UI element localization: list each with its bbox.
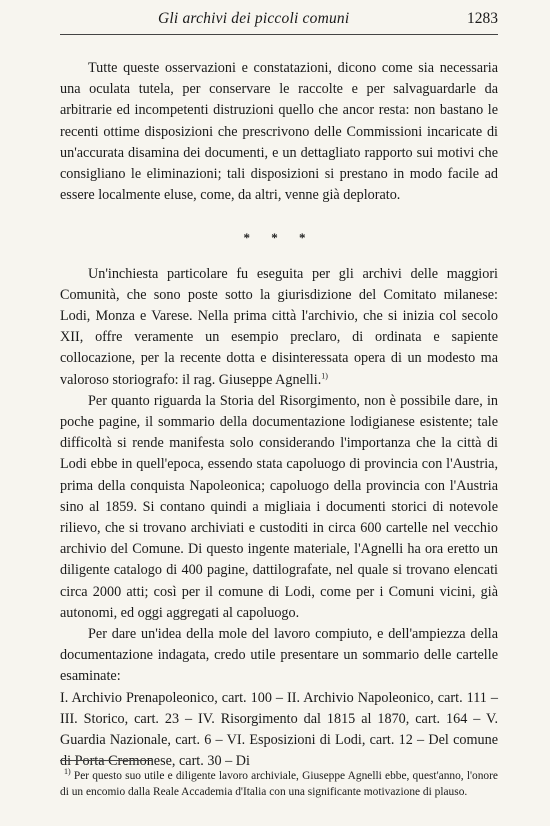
footnote-marker: 1) [64, 767, 71, 777]
footnote-reference: 1) [321, 370, 328, 380]
page-number: 1283 [467, 10, 498, 27]
running-title: Gli archivi dei piccoli comuni [158, 10, 350, 27]
paragraph-2-text: Un'inchiesta particolare fu eseguita per gli archivi delle maggiori Comunità, che sono poste sotto la giurisdizione del Comitato milanese: Lodi, Monza e Varese. Nella prima città l'archivio, che si inizia col secolo XII, offre veramente un esempio preclaro, di ordinata e sapiente collocazione, per la recente dotta e disinteressata opera di un modesto ma valoroso storiografo: il rag. Giuseppe Agnelli. [60, 265, 498, 388]
header-rule [60, 34, 498, 35]
main-text [60, 58, 498, 773]
section-separator: * * * [243, 230, 315, 246]
footnote [60, 768, 498, 800]
paragraph-1: Tutte queste osservazioni e constatazioni, dicono come sia necessaria una oculata tutela, per conservare le raccolte e per salvaguardarle da arbitrarie ed incompetenti distruzioni quello che ancor resta: non bastano le recenti ottime disposizioni che prescrivono delle Commissioni incaricate di un'accurata disamina dei documenti, e un dettagliato rapporto sui motivi che consigliano le eliminazioni; tali disposizioni si prestano in modo facile ad essere localmente eluse, come, da altri, venne già deplorato. [60, 60, 498, 204]
paragraph-5: I. Archivio Prenapoleonico, cart. 100 – II. Archivio Napoleonico, cart. 111 – III. Storico, cart. 23 – IV. Risorgimento dal 1815 al 1870, cart. 164 – V. Guardia Nazionale, cart. 6 – VI. Esposizioni di Lodi, cart. 12 – Del comune di Porta Cremonese, cart. 30 – Di [60, 689, 498, 770]
paragraph-4: Per dare un'idea della mole del lavoro compiuto, e dell'ampiezza della documentazione indagata, credo utile presentare un sommario delle cartelle esaminate: [60, 626, 498, 685]
running-header [60, 10, 498, 32]
footnote-text: Per questo suo utile e diligente lavoro archiviale, Giuseppe Agnelli ebbe, quest'anno, l'onore di un encomio dalla Reale Accademia d'Italia con una significante motivazione di plauso. [60, 770, 498, 798]
footnote-rule [60, 760, 152, 761]
paragraph-2 [60, 264, 498, 391]
paragraph-3: Per quanto riguarda la Storia del Risorgimento, non è possibile dare, in poche pagine, il sommario della documentazione lodigianese esistente; tale difficoltà si rende manifesta solo considerando l'importanza che la città di Lodi ebbe in quell'epoca, essendo stata capoluogo di provincia con l'Austria, prima della conquista Napoleonica; capoluogo della provincia con l'Austria sino al 1859. Si contano quindi a migliaia i documenti storici di notevole rilievo, che si trovano archiviati e custoditi in circa 600 cartelle nel vecchio archivio del Comune. Di questo ingente materiale, l'Agnelli ha ora eretto un diligente catalogo di 400 pagine, dattilografate, nel quale si trovano elencati circa 2000 atti; così per il comune di Lodi, come per i Comuni vicini, già autonomi, ed oggi aggregati al capoluogo. [60, 392, 498, 621]
